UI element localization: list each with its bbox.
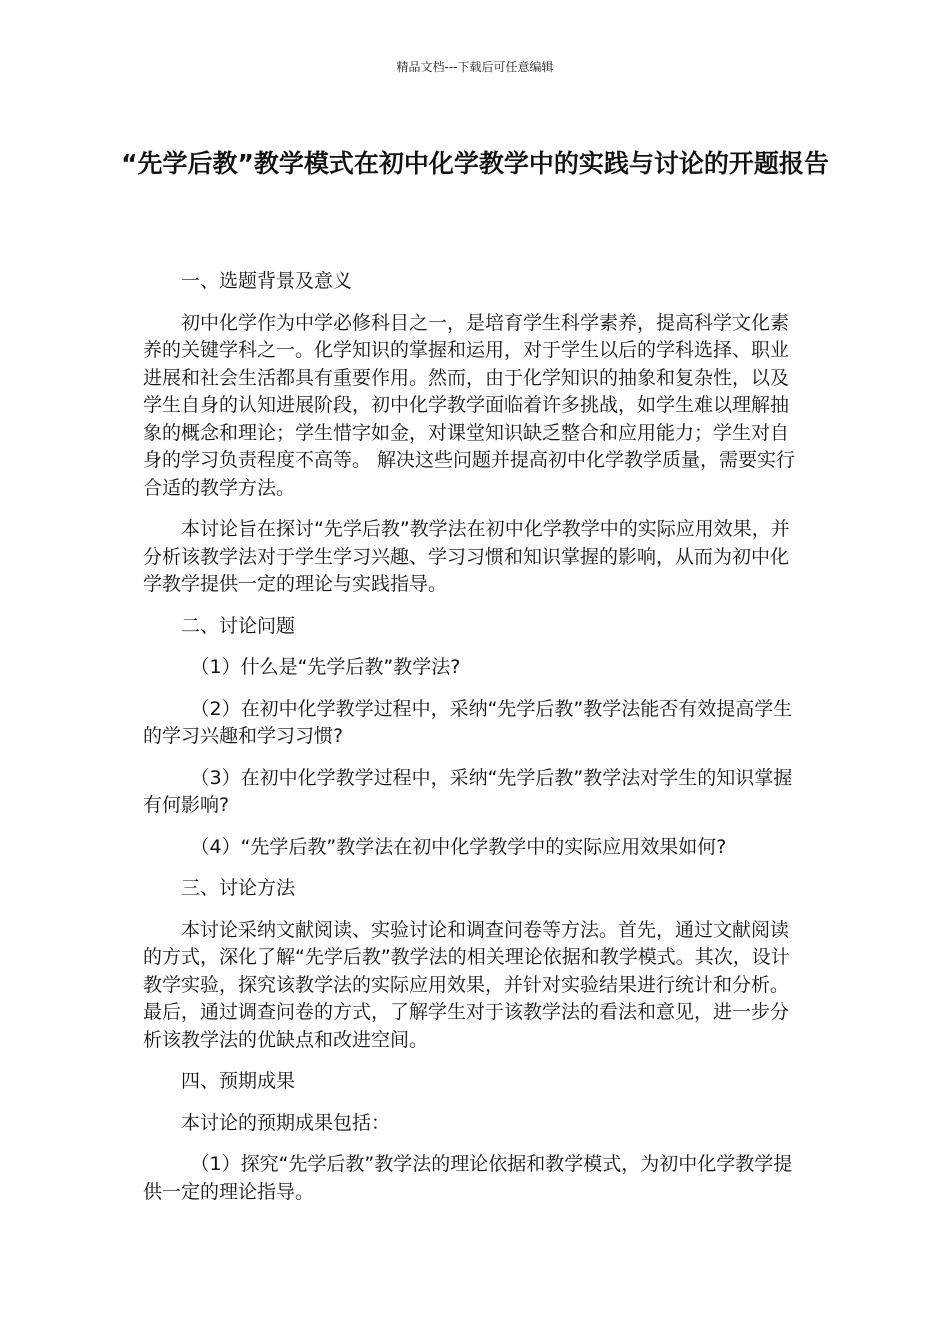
body-paragraph: 本讨论旨在探讨“先学后教”教学法在初中化学教学中的实际应用效果，并分析该教学法对于学生学习兴趣、学习习惯和知识掌握的影响，从而为初中化学教学提供一定的理论与实践指导。: [143, 518, 790, 595]
document-body: [143, 268, 805, 1206]
section-heading: 一、选题背景及意义: [181, 270, 353, 292]
document-title: “先学后教”教学模式在初中化学教学中的实践与讨论的开题报告: [121, 149, 829, 178]
section-heading: 二、讨论问题: [181, 614, 296, 637]
page-header: 精品文档---下载后可任意编辑: [396, 60, 554, 74]
body-paragraph: 本讨论采纳文献阅读、实验讨论和调查问卷等方法。首先，通过文献阅读的方式，深化了解“先学后教”教学法的相关理论依据和教学模式。其次，设计教学实验，探究该教学法的实际应用效果，并针对实验结果进行统计和分析。最后，通过调查问卷的方式，了解学生对于该教学法的看法和意见，进一步分析该教学法的优缺点和改进空间。: [143, 918, 790, 1051]
section-heading: 三、讨论方法: [181, 877, 296, 899]
outcome-item: （1）探究“先学后教”教学法的理论依据和教学模式，为初中化学教学提供一定的理论指导。: [143, 1153, 793, 1203]
question-item: （3）在初中化学教学过程中，采纳“先学后教”教学法对学生的知识掌握有何影响?: [143, 766, 793, 816]
body-paragraph: 初中化学作为中学必修科目之一，是培育学生科学素养，提高科学文化素养的关键学科之一。化学知识的掌握和运用，对于学生以后的学科选择、职业进展和社会生活都具有重要作用。然而，由于化学知识的抽象和复杂性，以及学生自身的认知进展阶段，初中化学教学面临着许多挑战，如学生难以理解抽象的概念和理论；学生惜字如金，对课堂知识缺乏整合和应用能力；学生对自身的学习负责程度不高等。 解决这些问题并提高初中化学教学质量，需要实行合适的教学方法。: [143, 311, 796, 499]
body-paragraph: 本讨论的预期成果包括：: [181, 1111, 391, 1134]
question-item: （4）“先学后教”教学法在初中化学教学中的实际应用效果如何?: [190, 835, 727, 858]
question-item: （1）什么是“先学后教”教学法?: [190, 656, 461, 678]
question-item: （2）在初中化学教学过程中，采纳“先学后教”教学法能否有效提高学生的学习兴趣和学习习惯?: [143, 697, 793, 747]
section-heading: 四、预期成果: [181, 1070, 296, 1092]
